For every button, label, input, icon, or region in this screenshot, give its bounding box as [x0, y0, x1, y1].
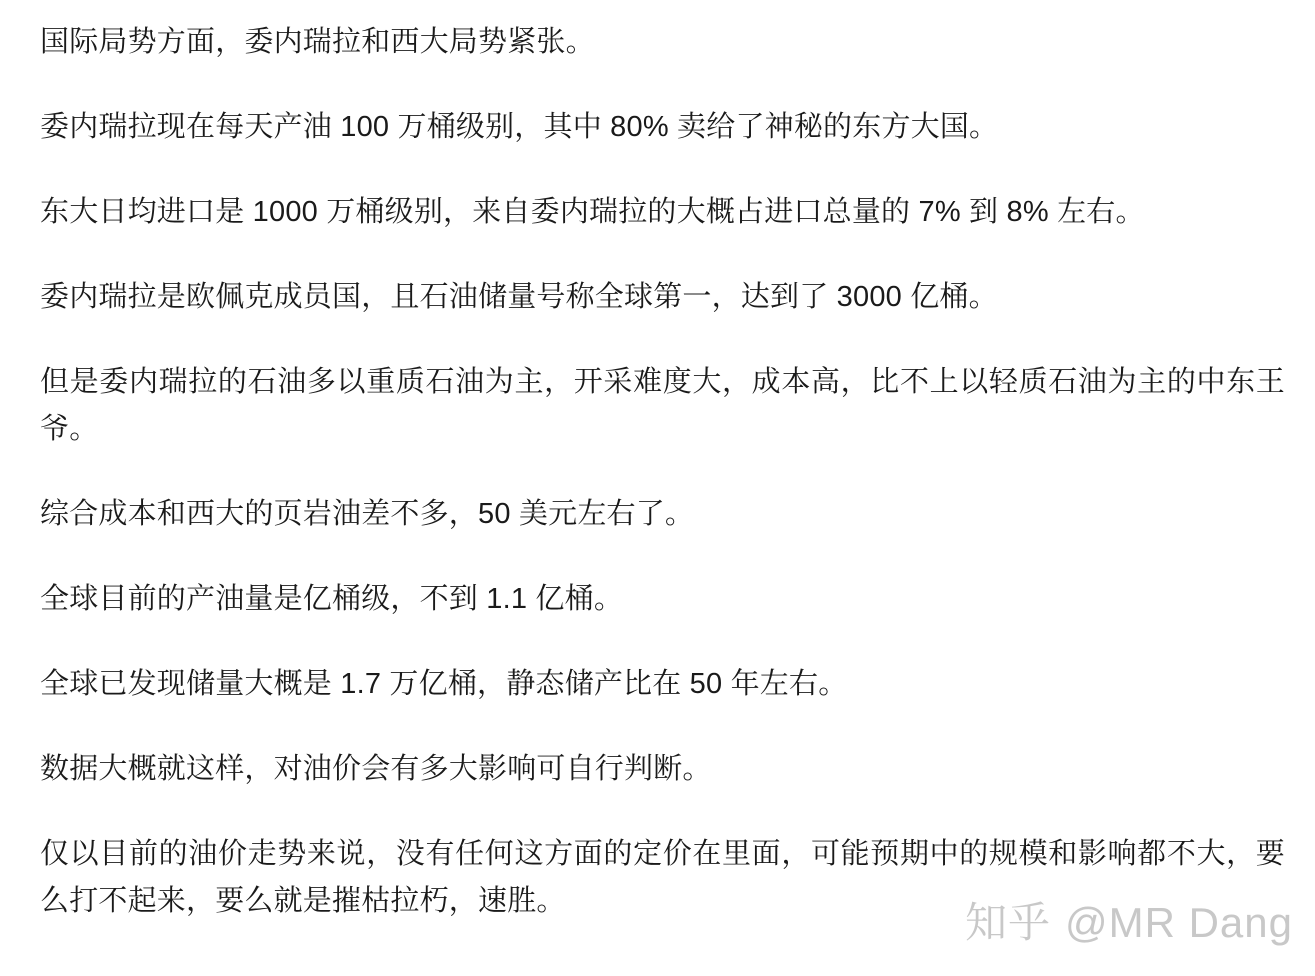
paragraph-4: 委内瑞拉是欧佩克成员国，且石油储量号称全球第一，达到了 3000 亿桶。	[40, 281, 998, 313]
paragraph-1: 国际局势方面，委内瑞拉和西大局势紧张。	[40, 26, 595, 58]
paragraph-3: 东大日均进口是 1000 万桶级别，来自委内瑞拉的大概占进口总量的 7% 到 8% 左右。	[40, 196, 1145, 228]
paragraph-6: 综合成本和西大的页岩油差不多，50 美元左右了。	[40, 498, 695, 530]
paragraph-2: 委内瑞拉现在每天产油 100 万桶级别，其中 80% 卖给了神秘的东方大国。	[40, 111, 999, 143]
paragraph-10: 仅以目前的油价走势来说，没有任何这方面的定价在里面，可能预期中的规模和影响都不大，要么打不起来，要么就是摧枯拉朽，速胜。	[40, 838, 1285, 917]
zhihu-logo-text: 知乎	[964, 899, 1051, 946]
watermark-author-handle: @MR Dang	[1064, 899, 1293, 946]
paragraph-8: 全球已发现储量大概是 1.7 万亿桶，静态储产比在 50 年左右。	[40, 668, 848, 700]
zhihu-watermark	[964, 899, 1293, 946]
article-body	[40, 19, 1285, 963]
paragraph-5: 但是委内瑞拉的石油多以重质石油为主，开采难度大，成本高，比不上以轻质石油为主的中东王爷。	[40, 366, 1285, 445]
paragraph-7: 全球目前的产油量是亿桶级，不到 1.1 亿桶。	[40, 583, 624, 615]
paragraph-9: 数据大概就这样，对油价会有多大影响可自行判断。	[40, 753, 712, 785]
